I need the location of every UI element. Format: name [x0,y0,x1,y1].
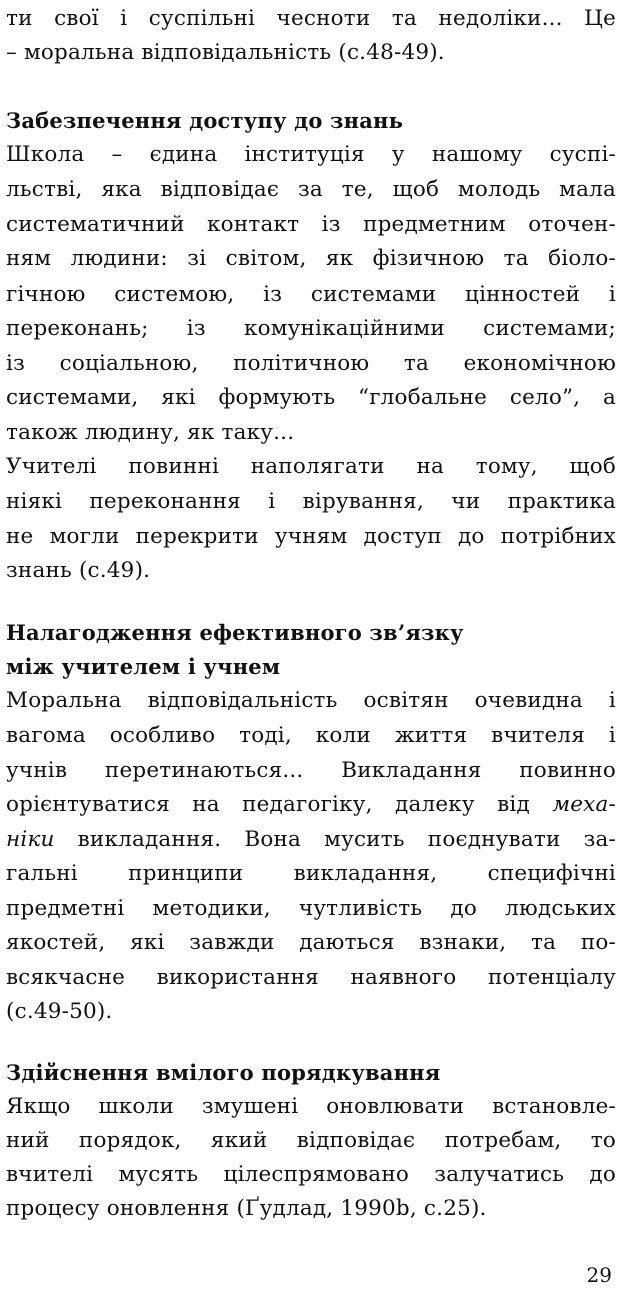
section-heading: Забезпечення доступу до знань [6,108,404,133]
italic-term: ніки [6,827,55,852]
body-line: гічною системою, із системами цінностей і [6,282,616,307]
body-text: викладання. Вона мусить поєднувати за- [54,827,616,852]
body-line: також людину, як таку... [6,420,295,445]
body-line: вчителі мусять цілеспрямовано залучатись до [6,1162,616,1187]
body-line [6,825,616,855]
body-line: вагома особливо тоді, коли життя вчителя і [6,723,616,748]
body-text: орієнтуватися на педагогіку, далеку від [6,792,553,817]
body-line: систематичний контакт із предметним оточен- [6,212,616,237]
italic-term: меха- [552,792,616,817]
body-line: якостей, які завжди даються взнаки, та по- [6,930,616,955]
body-line: процесу оновлення (Ґудлад, 1990b, с.25). [6,1196,487,1221]
body-line: всякчасне використання наявного потенціалу [6,965,616,990]
body-line [6,790,616,820]
body-line: Моральна відповідальність освітян очевидна і [6,688,616,713]
page-number: 29 [586,1263,612,1287]
body-line: ням людини: зі світом, як фізичною та біоло- [6,246,616,271]
body-line: учнів перетинаються... Викладання повинно [6,758,616,783]
body-line: знань (с.49). [6,558,151,583]
section-heading: між учителем і учнем [6,654,281,679]
body-line: із соціальною, політичною та економічною [6,351,616,376]
body-line: системами, які формують “глобальне село”, а [6,385,616,410]
body-line: (с.49-50). [6,999,113,1024]
body-line: Якщо школи змушені оновлювати встановле- [6,1094,616,1119]
body-line: ний порядок, який відповідає потребам, то [6,1128,616,1153]
body-line: льстві, яка відповідає за те, щоб молодь мала [6,177,616,202]
body-line: предметні методики, чутливість до людських [6,896,616,921]
body-line: – моральна відповідальність (с.48-49). [6,40,445,65]
body-line: гальні принципи викладання, специфічні [6,861,616,886]
body-line: ніякі переконання і вірування, чи практика [6,489,616,514]
section-heading: Здійснення вмілого порядкування [6,1060,441,1085]
body-line: Учителі повинні наполягати на тому, щоб [6,454,616,479]
section-heading: Налагодження ефективного зв’язку [6,620,464,645]
body-line: ти свої і суспільні чесноти та недоліки... Це [6,6,616,31]
body-line: переконань; із комунікаційними системами; [6,316,616,341]
body-line: Школа – єдина інституція у нашому суспі- [6,142,616,167]
body-line: не могли перекрити учням доступ до потрібних [6,524,616,549]
